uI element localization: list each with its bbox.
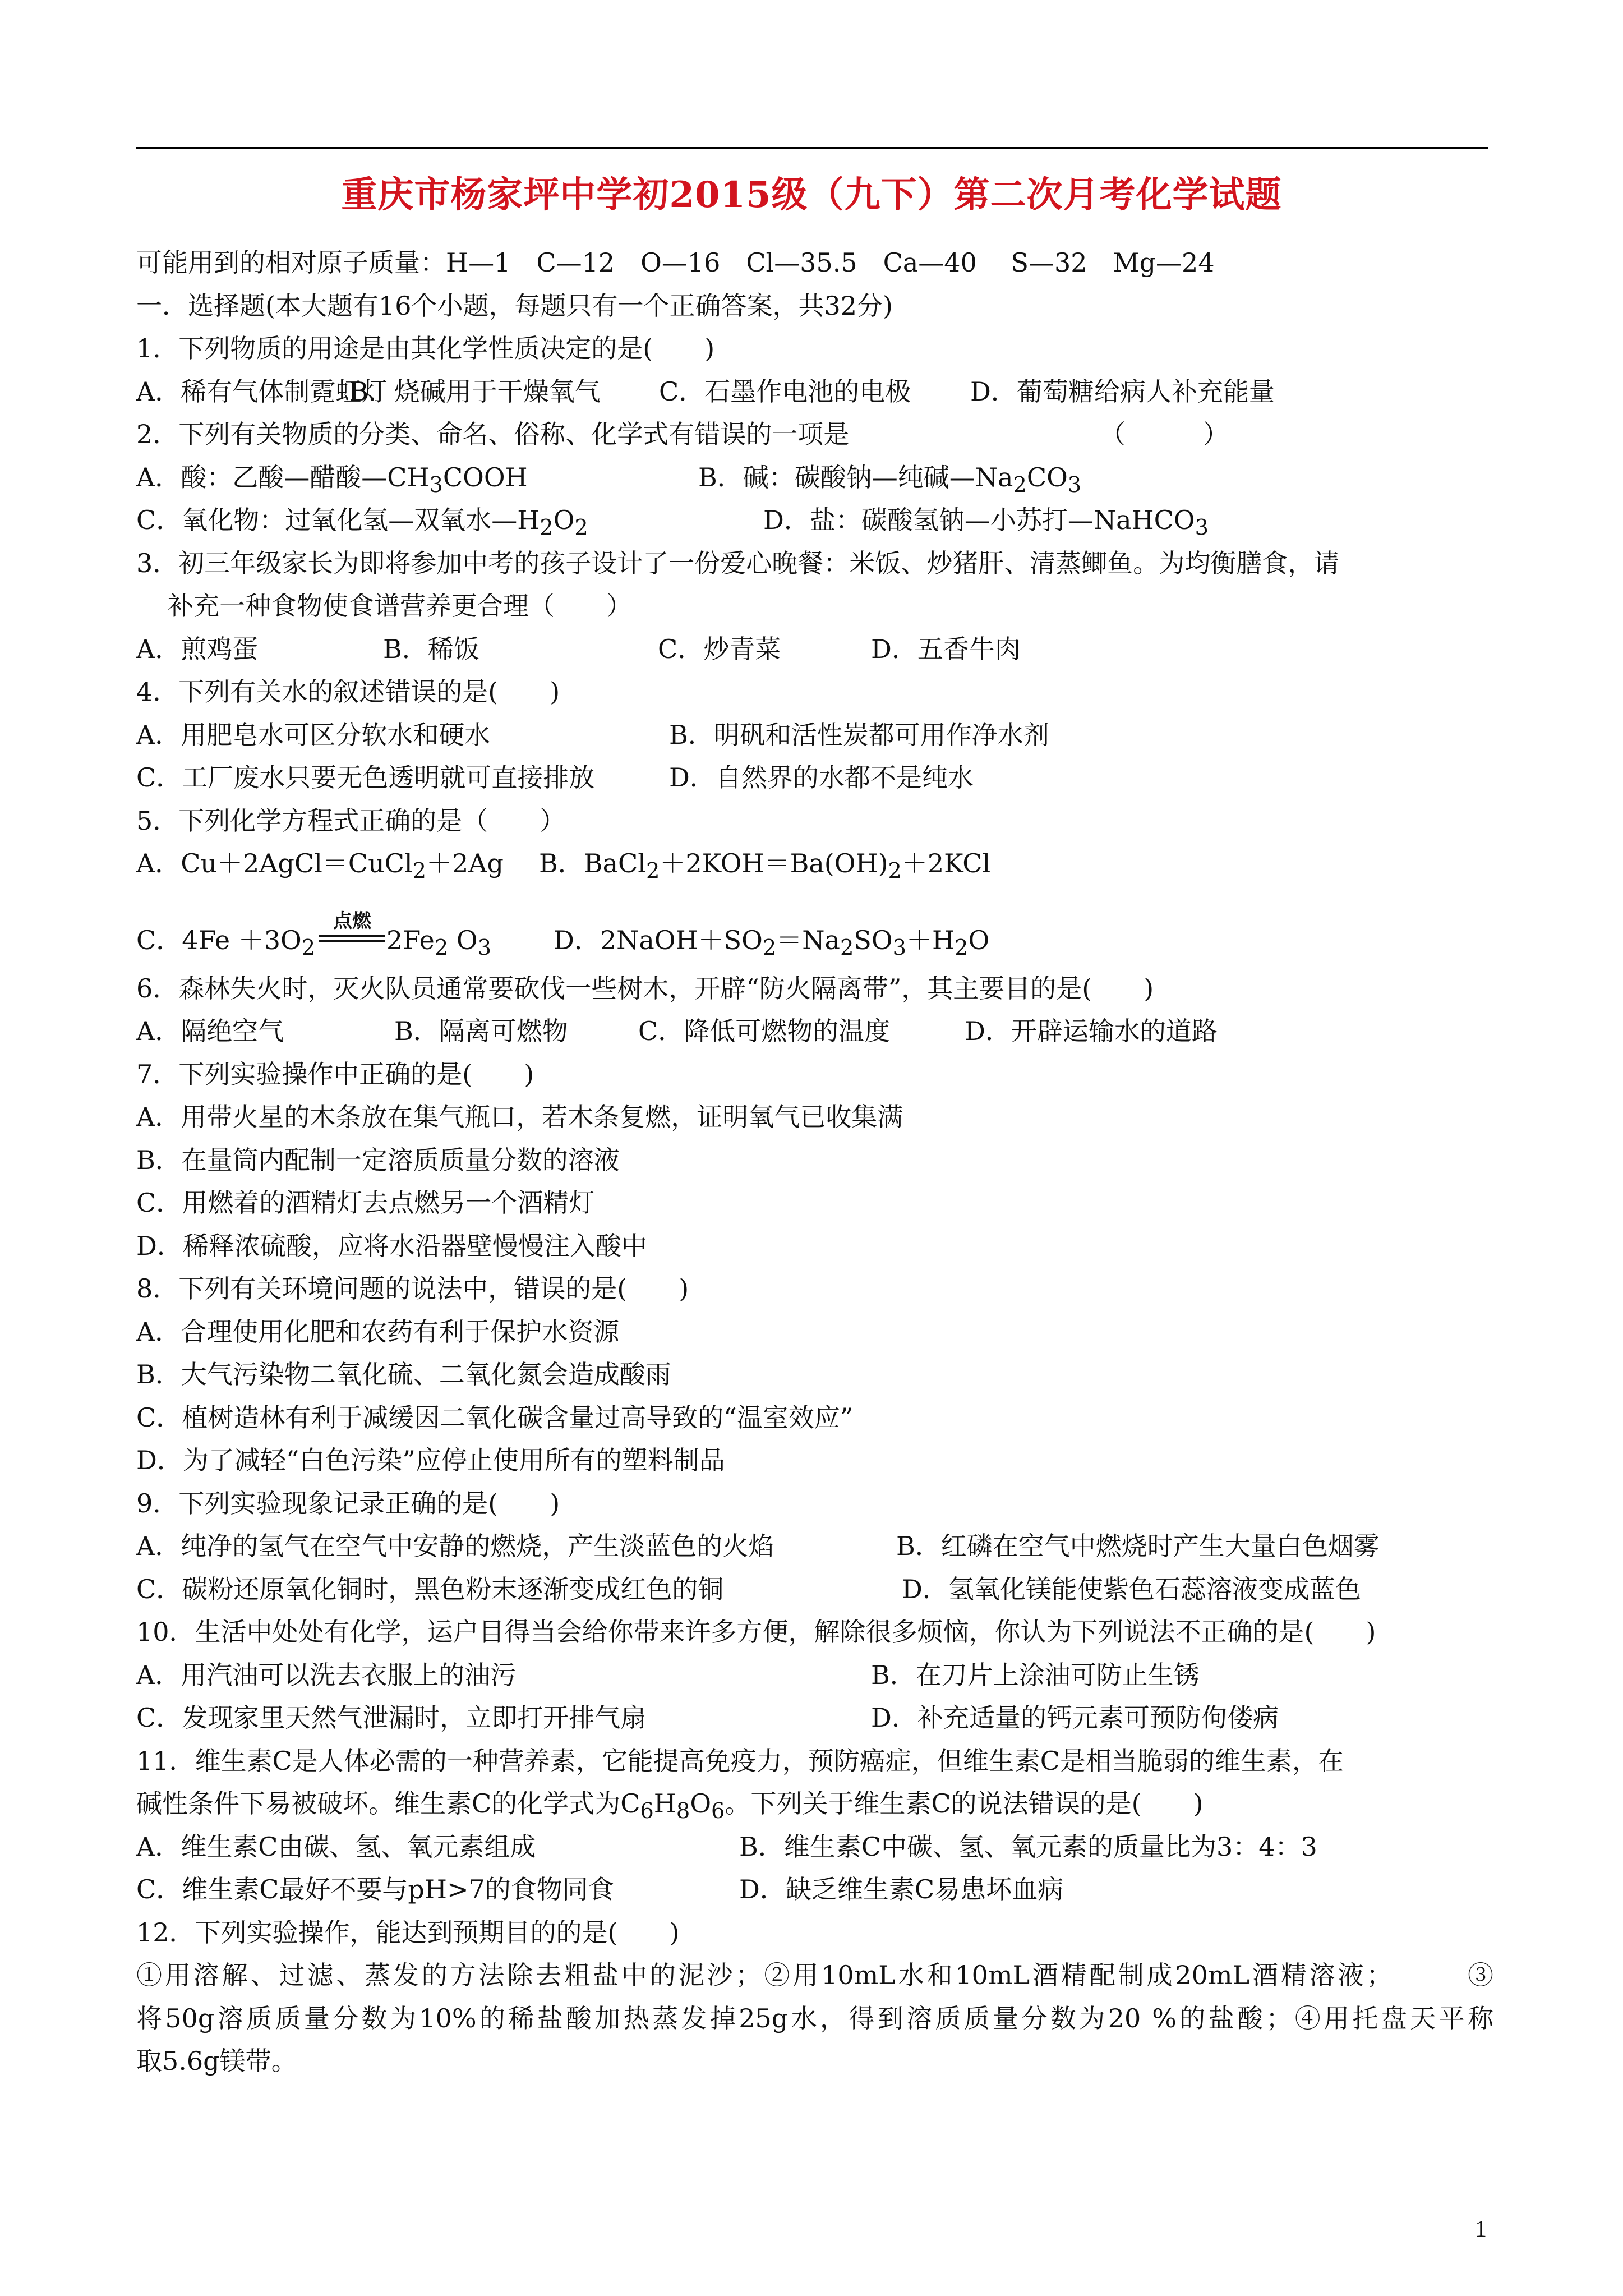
option-a: A．用带火星的木条放在集气瓶口，若木条复燃，证明氧气已收集满 bbox=[136, 1102, 903, 1132]
header-rule bbox=[136, 147, 1488, 149]
question-4-stem: 4．下列有关水的叙述错误的是( ) bbox=[136, 677, 560, 707]
question-12-line-3: 取5.6g镁带。 bbox=[136, 2046, 297, 2076]
question-2-stem-row bbox=[136, 413, 1493, 456]
option-d: D．缺乏维生素C易患坏血病 bbox=[739, 1874, 1064, 1904]
question-6-options bbox=[136, 1010, 1493, 1053]
question-1-stem: 1．下列物质的用途是由其化学性质决定的是( ) bbox=[136, 333, 715, 364]
question-12-stem: 12．下列实验操作，能达到预期目的的是( ) bbox=[136, 1917, 680, 1948]
page-number: 1 bbox=[1475, 2216, 1487, 2242]
option-b: B．明矾和活性炭都可用作净水剂 bbox=[669, 719, 1049, 750]
option-b: B．稀饭 bbox=[383, 633, 479, 664]
option-a: A．纯净的氢气在空气中安静的燃烧，产生淡蓝色的火焰 bbox=[136, 1531, 774, 1561]
option-b: B．$BaCl_2+2KOH=Ba(OH)_2+2KCl$ bbox=[539, 848, 991, 884]
option-a: A．Cu＋2AgCl＝CuCl$_2$＋2Ag bbox=[136, 848, 504, 884]
option-c: C．石墨作电池的电极 bbox=[659, 376, 911, 407]
option-d: D．为了减轻“白色污染”应停止使用所有的塑料制品 bbox=[136, 1445, 725, 1475]
question-5-options-ab bbox=[136, 842, 1493, 885]
question-4-options-ab bbox=[136, 714, 1493, 757]
atomic-masses: 可能用到的相对原子质量：H—1 C—12 O—16 Cl—35.5 Ca—40 S—32 Mg—24 bbox=[136, 247, 1215, 278]
option-c: C．碳粉还原氧化铜时，黑色粉末逐渐变成红色的铜 bbox=[136, 1573, 724, 1604]
question-2-options-cd bbox=[136, 499, 1493, 542]
question-2-options-ab bbox=[136, 456, 1493, 499]
question-9-options-cd bbox=[136, 1568, 1493, 1611]
question-2-stem: 2．下列有关物质的分类、命名、俗称、化学式有错误的一项是 bbox=[136, 419, 850, 449]
section-heading: 一．选择题(本大题有16个小题，每题只有一个正确答案，共32分) bbox=[136, 290, 893, 321]
answer-paren: （ ） bbox=[1100, 419, 1229, 449]
option-a: A．稀有气体制霓虹灯 bbox=[136, 376, 388, 407]
option-b: B．大气污染物二氧化硫、二氧化氮会造成酸雨 bbox=[136, 1359, 671, 1389]
question-3-options bbox=[136, 628, 1493, 671]
option-d: D．自然界的水都不是纯水 bbox=[669, 762, 974, 793]
question-9-stem: 9．下列实验现象记录正确的是( ) bbox=[136, 1488, 560, 1519]
option-d: D．葡萄糖给病人补充能量 bbox=[970, 376, 1275, 407]
option-c: C．炒青菜 bbox=[658, 633, 781, 664]
question-3-stem-1: 3．初三年级家长为即将参加中考的孩子设计了一份爱心晚餐：米饭、炒猪肝、清蒸鲫鱼。为均衡膳食，请 bbox=[136, 547, 1340, 578]
question-3-stem-2: 补充一种食物使食谱营养更合理（ ） bbox=[168, 591, 632, 621]
option-a: A．隔绝空气 bbox=[136, 1016, 284, 1046]
reaction-condition: 点燃 bbox=[319, 910, 385, 942]
question-7-stem: 7．下列实验操作中正确的是( ) bbox=[136, 1059, 534, 1089]
option-d: D．氢氧化镁能使紫色石蕊溶液变成蓝色 bbox=[902, 1573, 1361, 1604]
question-11-stem-2: 碱性条件下易被破坏。维生素C的化学式为$C_6H_8O_6$。下列关于维生素C的说法错误的是( ) bbox=[136, 1788, 1204, 1824]
option-c: C．维生素C最好不要与pH>7的食物同食 bbox=[136, 1874, 614, 1904]
option-c: C．工厂废水只要无色透明就可直接排放 bbox=[136, 762, 595, 793]
option-b: B．红磷在空气中燃烧时产生大量白色烟雾 bbox=[896, 1531, 1380, 1561]
option-c: C．降低可燃物的温度 bbox=[638, 1016, 891, 1046]
option-a: A．酸：乙酸—醋酸$—CH_3COOH$ bbox=[136, 462, 528, 498]
option-b: B．在刀片上涂油可防止生锈 bbox=[871, 1659, 1200, 1690]
option-a: A．用汽油可以洗去衣服上的油污 bbox=[136, 1659, 517, 1690]
option-d: D．盐：碳酸氢钠—小苏打—NaHCO$_3$ bbox=[763, 505, 1209, 541]
option-c-reactants: C．$4Fe +3O_2$ bbox=[136, 924, 316, 960]
option-b: B．烧碱用于干燥氧气 bbox=[349, 376, 601, 407]
exam-title: 重庆市杨家坪中学初2015级（九下）第二次月考化学试题 bbox=[341, 174, 1282, 216]
option-c: C．氧化物：过氧化氢—双氧水$—H_2O_2$ bbox=[136, 505, 588, 541]
option-d: D．开辟运输水的道路 bbox=[965, 1016, 1218, 1046]
question-12-line-2: 将50g溶质质量分数为10%的稀盐酸加热蒸发掉25g水，得到溶质质量分数为20 %的盐酸；④用托盘天平称 bbox=[136, 2003, 1493, 2033]
option-c-products: $2Fe_2$ $O_3$ bbox=[386, 924, 492, 960]
option-d: D．$2NaOH+SO_2=Na_2SO_3+H_2O$ bbox=[554, 924, 990, 960]
option-b: B．在量筒内配制一定溶质质量分数的溶液 bbox=[136, 1144, 620, 1175]
option-a: A．用肥皂水可区分软水和硬水 bbox=[136, 719, 491, 750]
question-10-options-ab bbox=[136, 1654, 1493, 1697]
question-11-options-cd bbox=[136, 1868, 1493, 1911]
option-a: A．维生素C由碳、氢、氧元素组成 bbox=[136, 1831, 536, 1862]
question-5-stem: 5．下列化学方程式正确的是（ ） bbox=[136, 805, 566, 836]
option-b: B．隔离可燃物 bbox=[394, 1016, 568, 1046]
question-11-options-ab bbox=[136, 1825, 1493, 1869]
question-10-options-cd bbox=[136, 1696, 1493, 1740]
option-a: A．煎鸡蛋 bbox=[136, 633, 259, 664]
option-b: B．碱：碳酸钠—纯碱$—Na_2CO_3$ bbox=[698, 462, 1082, 498]
option-d: D．五香牛肉 bbox=[871, 633, 1021, 664]
option-a: A．合理使用化肥和农药有利于保护水资源 bbox=[136, 1316, 620, 1347]
option-c: C．发现家里天然气泄漏时，立即打开排气扇 bbox=[136, 1703, 647, 1733]
option-b: B．维生素C中碳、氢、氧元素的质量比为3：4：3 bbox=[739, 1831, 1317, 1862]
question-1-options bbox=[136, 370, 1493, 413]
question-6-stem: 6．森林失火时，灭火队员通常要砍伐一些树木，开辟“防火隔离带”，其主要目的是( ) bbox=[136, 973, 1154, 1004]
question-8-stem: 8．下列有关环境问题的说法中，错误的是( ) bbox=[136, 1273, 689, 1304]
option-c: C．植树造林有利于减缓因二氧化碳含量过高导致的“温室效应” bbox=[136, 1402, 854, 1433]
question-4-options-cd bbox=[136, 756, 1493, 799]
question-10-stem: 10．生活中处处有化学，运户目得当会给你带来许多方便，解除很多烦恼，你认为下列说法不正确的是( ) bbox=[136, 1617, 1376, 1647]
option-d: D．补充适量的钙元素可预防佝偻病 bbox=[871, 1703, 1279, 1733]
option-c: C．用燃着的酒精灯去点燃另一个酒精灯 bbox=[136, 1188, 595, 1218]
question-12-line-1: ①用溶解、过滤、蒸发的方法除去粗盐中的泥沙；②用10mL水和10mL酒精配制成20mL酒精溶液； ③ bbox=[136, 1960, 1493, 1990]
question-5-options-cd bbox=[136, 885, 1493, 967]
question-9-options-ab bbox=[136, 1525, 1493, 1568]
question-11-stem-1: 11．维生素C是人体必需的一种营养素，它能提高免疫力，预防癌症，但维生素C是相当脆弱的维生素，在 bbox=[136, 1745, 1344, 1776]
exam-body bbox=[136, 241, 1493, 2083]
option-d: D．稀释浓硫酸，应将水沿器壁慢慢注入酸中 bbox=[136, 1230, 647, 1261]
